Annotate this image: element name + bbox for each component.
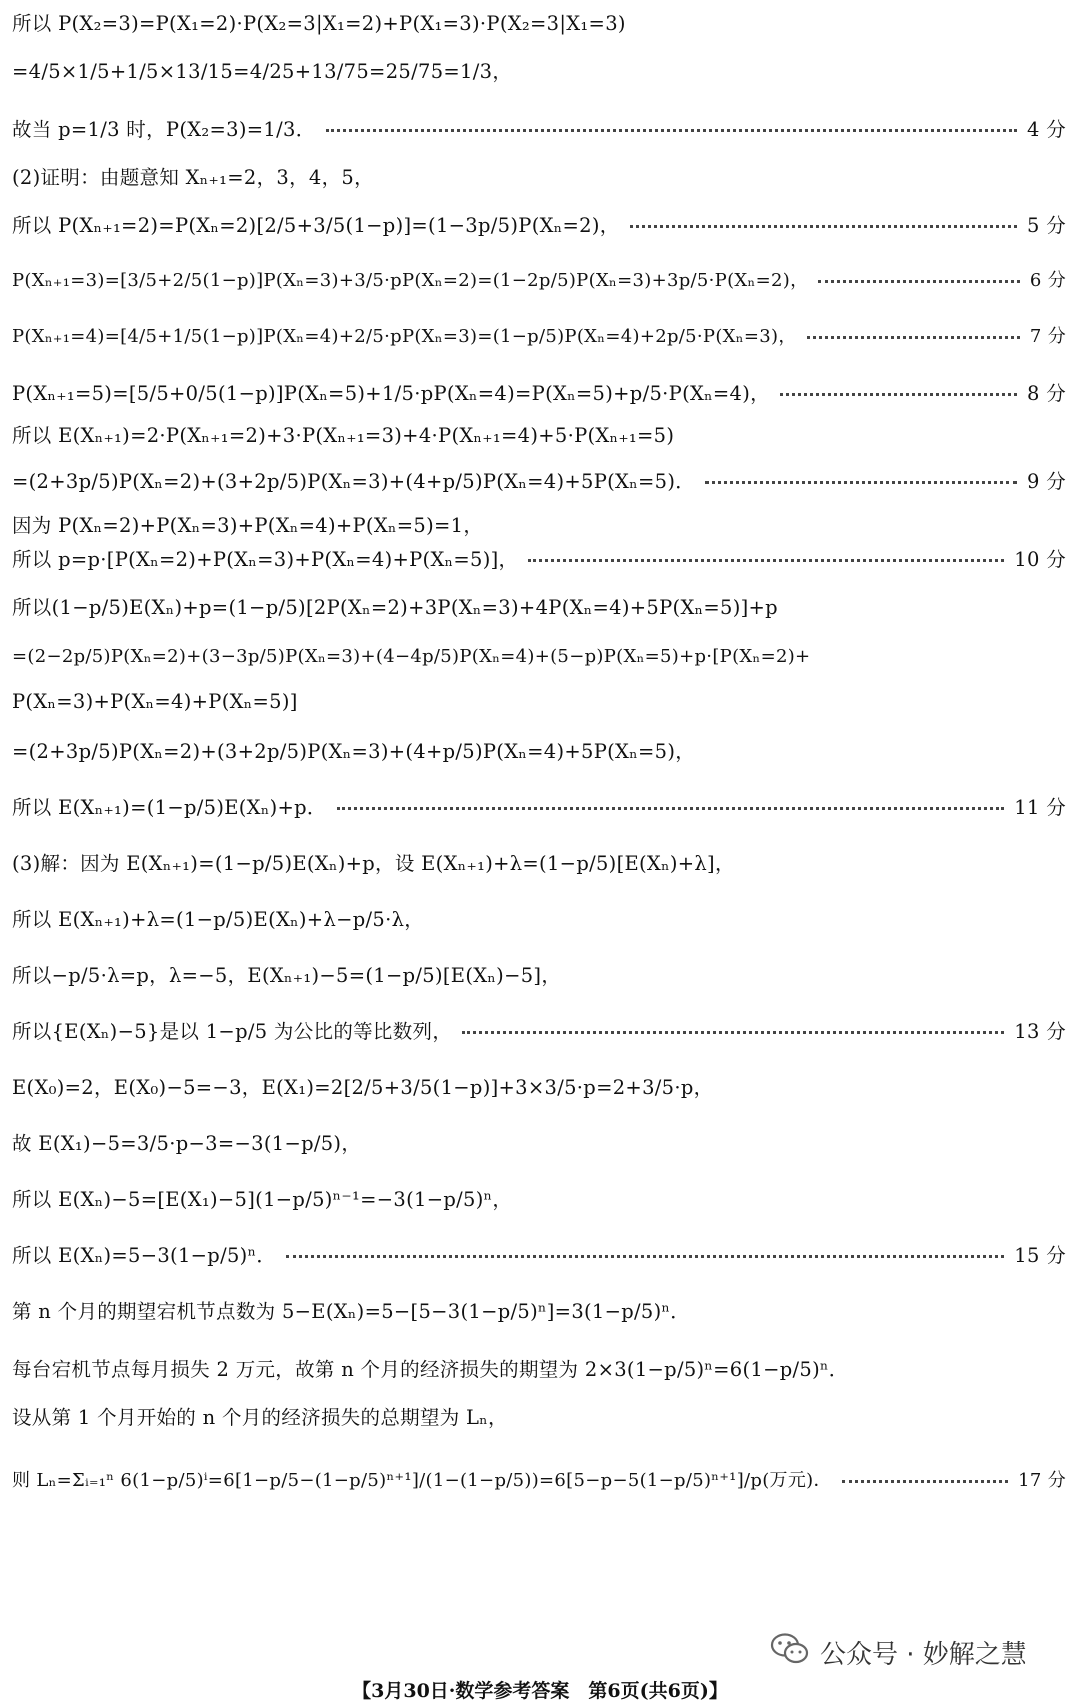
solution-line xyxy=(12,114,1066,142)
score-label: 6 分 xyxy=(1029,270,1066,291)
solution-line xyxy=(12,544,1066,572)
line-text: 所以 P(Xₙ₊₁=2)=P(Xₙ=2)[2/5+3/5(1−p)]=(1−3p/5)P(Xₙ=2)， xyxy=(12,214,620,237)
score-label: 5 分 xyxy=(1026,214,1066,237)
score-label: 15 分 xyxy=(1014,1244,1066,1267)
line-text: 第 n 个月的期望宕机节点数为 5−E(Xₙ)=5−[5−3(1−p/5)ⁿ]=3(1−p/5)ⁿ． xyxy=(12,1300,691,1323)
score-label: 4 分 xyxy=(1026,118,1066,141)
line-text: =(2+3p/5)P(Xₙ=2)+(3+2p/5)P(Xₙ=3)+(4+p/5)P(Xₙ=4)+5P(Xₙ=5)， xyxy=(12,740,696,763)
solution-line xyxy=(12,1354,1066,1382)
solution-line xyxy=(12,690,1066,713)
solution-line xyxy=(12,1184,1066,1212)
dot-leader xyxy=(842,1480,1008,1483)
solution-line xyxy=(12,1128,1066,1156)
solution-line xyxy=(12,210,1066,238)
score-label: 9 分 xyxy=(1026,470,1066,493)
solution-line xyxy=(12,162,1066,190)
solution-line xyxy=(12,646,1066,667)
solution-line xyxy=(12,792,1066,820)
dot-leader xyxy=(705,481,1017,484)
wechat-watermark xyxy=(770,1632,1027,1673)
line-text: 则 Lₙ=Σᵢ₌₁ⁿ 6(1−p/5)ⁱ=6[1−p/5−(1−p/5)ⁿ⁺¹]/(1−(1−p/5))=6[5−p−5(1−p/5)ⁿ⁺¹]/p(万元)． xyxy=(12,1470,832,1491)
solution-line xyxy=(12,420,1066,448)
line-text: 所以 E(Xₙ)−5=[E(X₁)−5](1−p/5)ⁿ⁻¹=−3(1−p/5)ⁿ， xyxy=(12,1188,513,1211)
solution-line xyxy=(12,1072,1066,1100)
line-text: P(Xₙ=3)+P(Xₙ=4)+P(Xₙ=5)] xyxy=(12,690,298,713)
line-text: 所以(1−p/5)E(Xₙ)+p=(1−p/5)[2P(Xₙ=2)+3P(Xₙ=3)+4P(Xₙ=4)+5P(Xₙ=5)]+p xyxy=(12,596,778,619)
dot-leader xyxy=(528,559,1004,562)
watermark-text: 公众号 · 妙解之慧 xyxy=(820,1640,1027,1670)
line-text: =(2−2p/5)P(Xₙ=2)+(3−3p/5)P(Xₙ=3)+(4−4p/5)P(Xₙ=4)+(5−p)P(Xₙ=5)+p·[P(Xₙ=2)+ xyxy=(12,646,811,667)
score-label: 13 分 xyxy=(1014,1020,1066,1043)
score-label: 11 分 xyxy=(1014,796,1066,819)
solution-line xyxy=(12,1466,1066,1492)
line-text: 故 E(X₁)−5=3/5·p−3=−3(1−p/5)， xyxy=(12,1132,362,1155)
solution-line xyxy=(12,266,1066,292)
line-text: 所以 E(Xₙ₊₁)=(1−p/5)E(Xₙ)+p． xyxy=(12,796,327,819)
line-text: 所以−p/5·λ=p，λ=−5，E(Xₙ₊₁)−5=(1−p/5)[E(Xₙ)−5]， xyxy=(12,964,562,987)
dot-leader xyxy=(780,393,1017,396)
solution-line xyxy=(12,510,1066,538)
line-text: 所以 E(Xₙ₊₁)=2·P(Xₙ₊₁=2)+3·P(Xₙ₊₁=3)+4·P(Xₙ₊₁=4)+5·P(Xₙ₊₁=5) xyxy=(12,424,675,447)
solution-line xyxy=(12,1016,1066,1044)
score-label: 17 分 xyxy=(1018,1470,1066,1491)
dot-leader xyxy=(326,129,1017,132)
dot-leader xyxy=(286,1255,1004,1258)
solution-line xyxy=(12,848,1066,876)
dot-leader xyxy=(630,225,1017,228)
line-text: 所以 E(Xₙ)=5−3(1−p/5)ⁿ． xyxy=(12,1244,277,1267)
dot-leader xyxy=(807,336,1020,339)
line-text: 所以 P(X₂=3)=P(X₁=2)·P(X₂=3|X₁=2)+P(X₁=3)·P(X₂=3|X₁=3) xyxy=(12,12,626,35)
solution-line xyxy=(12,960,1066,988)
solution-line xyxy=(12,1240,1066,1268)
solution-line xyxy=(12,1402,1066,1430)
score-label: 8 分 xyxy=(1026,382,1066,405)
dot-leader xyxy=(462,1031,1004,1034)
score-label: 7 分 xyxy=(1029,326,1066,347)
line-text: P(Xₙ₊₁=4)=[4/5+1/5(1−p)]P(Xₙ=4)+2/5·pP(Xₙ=3)=(1−p/5)P(Xₙ=4)+2p/5·P(Xₙ=3)， xyxy=(12,326,797,347)
solution-line xyxy=(12,8,1066,36)
line-text: 所以{E(Xₙ)−5}是以 1−p/5 为公比的等比数列， xyxy=(12,1020,453,1043)
wechat-icon xyxy=(770,1632,810,1673)
line-text: P(Xₙ₊₁=3)=[3/5+2/5(1−p)]P(Xₙ=3)+3/5·pP(Xₙ=2)=(1−2p/5)P(Xₙ=3)+3p/5·P(Xₙ=2)， xyxy=(12,270,809,291)
dot-leader xyxy=(337,807,1005,810)
line-text: 因为 P(Xₙ=2)+P(Xₙ=3)+P(Xₙ=4)+P(Xₙ=5)=1， xyxy=(12,514,484,537)
line-text: E(X₀)=2，E(X₀)−5=−3，E(X₁)=2[2/5+3/5(1−p)]+3×3/5·p=2+3/5·p， xyxy=(12,1076,714,1099)
line-text: P(Xₙ₊₁=5)=[5/5+0/5(1−p)]P(Xₙ=5)+1/5·pP(Xₙ=4)=P(Xₙ=5)+p/5·P(Xₙ=4)， xyxy=(12,382,770,405)
line-text: 设从第 1 个月开始的 n 个月的经济损失的总期望为 Lₙ， xyxy=(12,1406,508,1429)
solution-line xyxy=(12,904,1066,932)
dot-leader xyxy=(818,280,1020,283)
line-text: 故当 p=1/3 时，P(X₂=3)=1/3． xyxy=(12,118,316,141)
line-text: 所以 E(Xₙ₊₁)+λ=(1−p/5)E(Xₙ)+λ−p/5·λ， xyxy=(12,908,425,931)
line-text: 所以 p=p·[P(Xₙ=2)+P(Xₙ=3)+P(Xₙ=4)+P(Xₙ=5)]， xyxy=(12,548,519,571)
line-text: (2)证明：由题意知 Xₙ₊₁=2，3，4，5， xyxy=(12,166,374,189)
line-text: =4/5×1/5+1/5×13/15=4/25+13/75=25/75=1/3， xyxy=(12,60,513,83)
line-text: (3)解：因为 E(Xₙ₊₁)=(1−p/5)E(Xₙ)+p，设 E(Xₙ₊₁)+λ=(1−p/5)[E(Xₙ)+λ]， xyxy=(12,852,735,875)
line-text: 每台宕机节点每月损失 2 万元，故第 n 个月的经济损失的期望为 2×3(1−p/5)ⁿ=6(1−p/5)ⁿ． xyxy=(12,1358,849,1381)
solution-line xyxy=(12,736,1066,764)
solution-line xyxy=(12,322,1066,348)
solution-line xyxy=(12,378,1066,406)
solution-line xyxy=(12,592,1066,620)
solution-line xyxy=(12,466,1066,494)
solution-line xyxy=(12,56,1066,84)
line-text: =(2+3p/5)P(Xₙ=2)+(3+2p/5)P(Xₙ=3)+(4+p/5)P(Xₙ=4)+5P(Xₙ=5)． xyxy=(12,470,696,493)
page-footer: 【3月30日·数学参考答案 第6页(共6页)】 xyxy=(352,1680,728,1702)
solution-line xyxy=(12,1296,1066,1324)
score-label: 10 分 xyxy=(1014,548,1066,571)
